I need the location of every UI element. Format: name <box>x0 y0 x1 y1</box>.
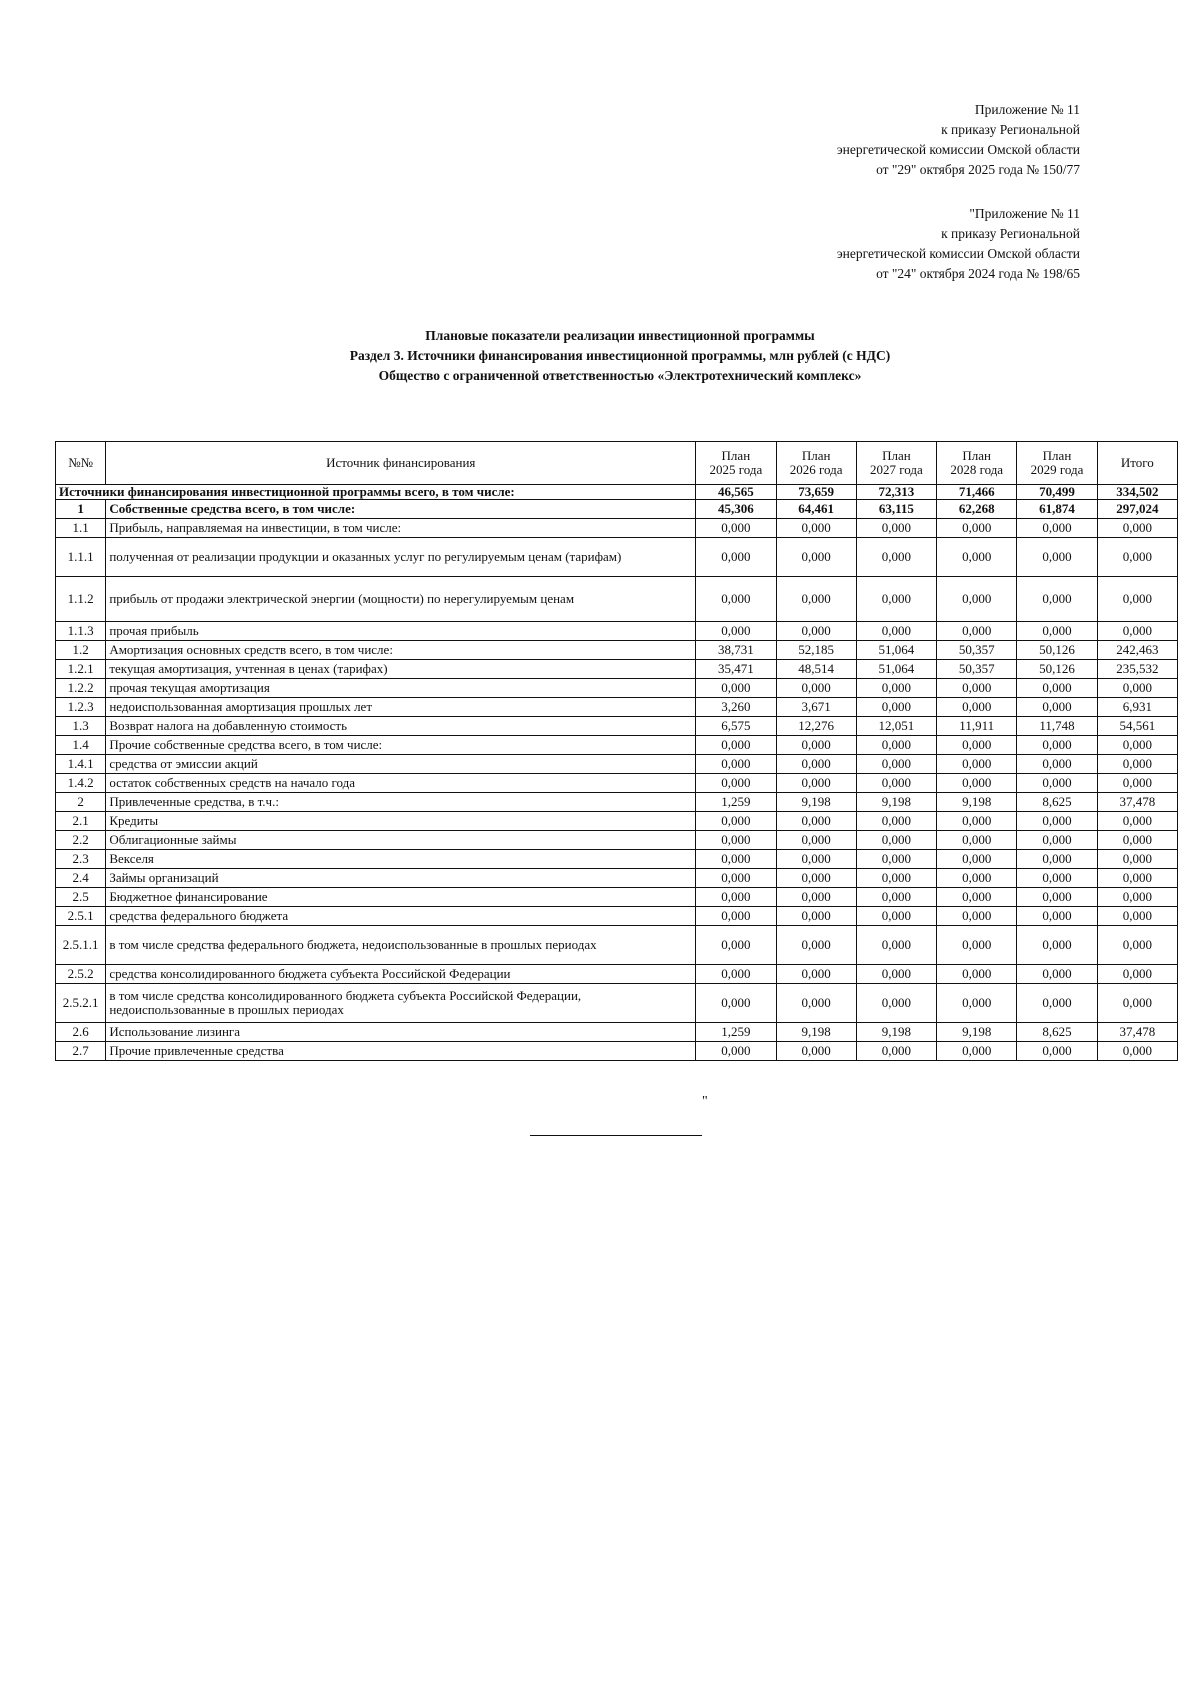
value-total: 0,000 <box>1097 622 1177 641</box>
value-2025: 0,000 <box>696 577 776 622</box>
order-date: от "29" октября 2025 года № 150/77 <box>876 162 1080 177</box>
value-2026: 0,000 <box>776 965 856 984</box>
value-2025: 0,000 <box>696 736 776 755</box>
value-2028: 11,911 <box>937 717 1017 736</box>
value-total: 0,000 <box>1097 519 1177 538</box>
row-source-name: Прибыль, направляемая на инвестиции, в том числе: <box>106 519 696 538</box>
table-row <box>56 698 1178 717</box>
table-row <box>56 1042 1178 1061</box>
value-total: 0,000 <box>1097 736 1177 755</box>
table-row <box>56 831 1178 850</box>
value-2025: 0,000 <box>696 1042 776 1061</box>
value-2025: 0,000 <box>696 679 776 698</box>
value-2025: 0,000 <box>696 984 776 1023</box>
table-row <box>56 869 1178 888</box>
table-row <box>56 519 1178 538</box>
row-code: 1.1.1 <box>56 538 106 577</box>
value-2025: 46,565 <box>696 485 776 500</box>
value-2028: 0,000 <box>937 888 1017 907</box>
value-total: 0,000 <box>1097 907 1177 926</box>
table-total-row <box>56 485 1178 500</box>
appendix-label: "Приложение № 11 <box>969 206 1080 221</box>
value-total: 0,000 <box>1097 869 1177 888</box>
table-row <box>56 679 1178 698</box>
value-2027: 0,000 <box>856 755 936 774</box>
value-2027: 0,000 <box>856 984 936 1023</box>
value-2025: 0,000 <box>696 538 776 577</box>
value-2028: 0,000 <box>937 698 1017 717</box>
value-2028: 0,000 <box>937 812 1017 831</box>
header-total: Итого <box>1097 442 1177 485</box>
financing-table <box>55 441 1178 1061</box>
row-code: 2.1 <box>56 812 106 831</box>
header-plan-label: План <box>801 448 831 463</box>
value-2026: 64,461 <box>776 500 856 519</box>
table-row <box>56 793 1178 812</box>
table-row <box>56 622 1178 641</box>
table-row <box>56 641 1178 660</box>
table-header-row <box>56 442 1178 485</box>
value-2027: 0,000 <box>856 577 936 622</box>
table-row <box>56 774 1178 793</box>
row-source-name: прочая текущая амортизация <box>106 679 696 698</box>
value-total: 0,000 <box>1097 831 1177 850</box>
value-total: 0,000 <box>1097 812 1177 831</box>
value-total: 6,931 <box>1097 698 1177 717</box>
value-2025: 0,000 <box>696 869 776 888</box>
row-source-name: Возврат налога на добавленную стоимость <box>106 717 696 736</box>
value-2027: 0,000 <box>856 850 936 869</box>
value-2026: 0,000 <box>776 774 856 793</box>
row-source-name: в том числе средства федерального бюджета, недоиспользованные в прошлых периодах <box>106 926 696 965</box>
value-2029: 50,126 <box>1017 660 1097 679</box>
value-2026: 0,000 <box>776 831 856 850</box>
row-source-name: в том числе средства консолидированного бюджета субъекта Российской Федерации, недоиспользованные в прошлых периодах <box>106 984 696 1023</box>
row-code: 1.4 <box>56 736 106 755</box>
row-source-name: остаток собственных средств на начало года <box>106 774 696 793</box>
value-2026: 0,000 <box>776 622 856 641</box>
appendix-label: Приложение № 11 <box>974 102 1080 117</box>
row-source-name: Привлеченные средства, в т.ч.: <box>106 793 696 812</box>
header-plan-label: План <box>962 448 991 463</box>
header-plan-label: План <box>721 448 751 463</box>
value-2026: 0,000 <box>776 1042 856 1061</box>
value-2025: 3,260 <box>696 698 776 717</box>
header-year-label: 2026 года <box>789 462 843 477</box>
value-2028: 50,357 <box>937 641 1017 660</box>
value-2027: 0,000 <box>856 907 936 926</box>
row-code: 2.6 <box>56 1023 106 1042</box>
value-total: 0,000 <box>1097 888 1177 907</box>
row-code: 2.3 <box>56 850 106 869</box>
value-2025: 0,000 <box>696 907 776 926</box>
table-row <box>56 577 1178 622</box>
row-code: 2.5.1.1 <box>56 926 106 965</box>
value-2025: 0,000 <box>696 755 776 774</box>
value-total: 297,024 <box>1097 500 1177 519</box>
row-code: 1.4.2 <box>56 774 106 793</box>
value-2028: 9,198 <box>937 793 1017 812</box>
table-row <box>56 926 1178 965</box>
value-2028: 0,000 <box>937 907 1017 926</box>
table-row <box>56 850 1178 869</box>
row-source-name: Амортизация основных средств всего, в том числе: <box>106 641 696 660</box>
header-number: №№ <box>56 442 106 485</box>
table-row <box>56 717 1178 736</box>
header-2028 <box>937 442 1017 485</box>
value-2025: 38,731 <box>696 641 776 660</box>
value-2027: 0,000 <box>856 965 936 984</box>
row-code: 2.5.2 <box>56 965 106 984</box>
value-2027: 9,198 <box>856 1023 936 1042</box>
row-code: 1.2 <box>56 641 106 660</box>
value-total: 334,502 <box>1097 485 1177 500</box>
row-source-name: текущая амортизация, учтенная в ценах (тарифах) <box>106 660 696 679</box>
title-line-2: Раздел 3. Источники финансирования инвестиционной программы, млн рублей (с НДС) <box>349 348 891 363</box>
value-2026: 3,671 <box>776 698 856 717</box>
value-2029: 0,000 <box>1017 926 1097 965</box>
value-2026: 0,000 <box>776 812 856 831</box>
table-row <box>56 907 1178 926</box>
value-2027: 0,000 <box>856 869 936 888</box>
value-2026: 0,000 <box>776 926 856 965</box>
closing-quote-mark: " <box>702 1094 708 1109</box>
row-source-name: Использование лизинга <box>106 1023 696 1042</box>
total-row-label: Источники финансирования инвестиционной программы всего, в том числе: <box>56 485 696 500</box>
value-2028: 0,000 <box>937 869 1017 888</box>
row-source-name: прибыль от продажи электрической энергии (мощности) по нерегулируемым ценам <box>106 577 696 622</box>
value-2027: 0,000 <box>856 698 936 717</box>
value-2028: 0,000 <box>937 577 1017 622</box>
value-total: 54,561 <box>1097 717 1177 736</box>
header-year-label: 2028 года <box>950 462 1004 477</box>
commission-label: энергетической комиссии Омской области <box>836 246 1080 261</box>
row-code: 1.2.2 <box>56 679 106 698</box>
value-total: 37,478 <box>1097 1023 1177 1042</box>
value-2029: 0,000 <box>1017 736 1097 755</box>
value-2029: 0,000 <box>1017 679 1097 698</box>
row-source-name: Прочие собственные средства всего, в том числе: <box>106 736 696 755</box>
value-2029: 0,000 <box>1017 831 1097 850</box>
value-2029: 50,126 <box>1017 641 1097 660</box>
value-2025: 0,000 <box>696 519 776 538</box>
row-source-name: средства консолидированного бюджета субъекта Российской Федерации <box>106 965 696 984</box>
value-2027: 51,064 <box>856 660 936 679</box>
row-source-name: Собственные средства всего, в том числе: <box>106 500 696 519</box>
value-2025: 0,000 <box>696 812 776 831</box>
value-2029: 0,000 <box>1017 698 1097 717</box>
value-2025: 0,000 <box>696 622 776 641</box>
value-2025: 0,000 <box>696 831 776 850</box>
value-2027: 0,000 <box>856 736 936 755</box>
order-reference-original <box>837 204 1080 284</box>
row-code: 1.1.2 <box>56 577 106 622</box>
value-2028: 0,000 <box>937 984 1017 1023</box>
row-source-name: Бюджетное финансирование <box>106 888 696 907</box>
value-2029: 0,000 <box>1017 577 1097 622</box>
value-2026: 0,000 <box>776 538 856 577</box>
header-2025 <box>696 442 776 485</box>
row-code: 2 <box>56 793 106 812</box>
value-2029: 0,000 <box>1017 519 1097 538</box>
value-2027: 12,051 <box>856 717 936 736</box>
value-total: 0,000 <box>1097 679 1177 698</box>
value-total: 0,000 <box>1097 965 1177 984</box>
value-2026: 0,000 <box>776 907 856 926</box>
row-code: 1 <box>56 500 106 519</box>
table-row <box>56 965 1178 984</box>
row-code: 1.2.1 <box>56 660 106 679</box>
row-code: 2.5 <box>56 888 106 907</box>
row-code: 2.4 <box>56 869 106 888</box>
value-2029: 0,000 <box>1017 538 1097 577</box>
value-2026: 73,659 <box>776 485 856 500</box>
value-2029: 0,000 <box>1017 984 1097 1023</box>
value-total: 0,000 <box>1097 850 1177 869</box>
value-2028: 62,268 <box>937 500 1017 519</box>
header-source: Источник финансирования <box>106 442 696 485</box>
value-2026: 0,000 <box>776 984 856 1023</box>
value-2027: 0,000 <box>856 926 936 965</box>
value-2028: 0,000 <box>937 755 1017 774</box>
order-label: к приказу Региональной <box>941 122 1080 137</box>
value-2027: 0,000 <box>856 831 936 850</box>
row-source-name: прочая прибыль <box>106 622 696 641</box>
value-2027: 63,115 <box>856 500 936 519</box>
value-2025: 35,471 <box>696 660 776 679</box>
value-2025: 45,306 <box>696 500 776 519</box>
row-source-name: Векселя <box>106 850 696 869</box>
row-source-name: Кредиты <box>106 812 696 831</box>
value-2028: 71,466 <box>937 485 1017 500</box>
value-2029: 0,000 <box>1017 774 1097 793</box>
value-2029: 0,000 <box>1017 812 1097 831</box>
table-row <box>56 888 1178 907</box>
row-source-name: полученная от реализации продукции и оказанных услуг по регулируемым ценам (тарифам) <box>106 538 696 577</box>
value-2026: 0,000 <box>776 519 856 538</box>
header-2029 <box>1017 442 1097 485</box>
value-total: 0,000 <box>1097 577 1177 622</box>
row-code: 2.2 <box>56 831 106 850</box>
value-2028: 0,000 <box>937 519 1017 538</box>
value-2029: 61,874 <box>1017 500 1097 519</box>
value-2028: 50,357 <box>937 660 1017 679</box>
value-2026: 48,514 <box>776 660 856 679</box>
value-2026: 0,000 <box>776 869 856 888</box>
value-total: 0,000 <box>1097 774 1177 793</box>
value-2028: 9,198 <box>937 1023 1017 1042</box>
value-2027: 0,000 <box>856 622 936 641</box>
value-2025: 0,000 <box>696 774 776 793</box>
value-total: 37,478 <box>1097 793 1177 812</box>
header-year-label: 2025 года <box>709 462 763 477</box>
value-2026: 0,000 <box>776 736 856 755</box>
value-2026: 12,276 <box>776 717 856 736</box>
header-2026 <box>776 442 856 485</box>
value-2027: 0,000 <box>856 812 936 831</box>
value-2027: 0,000 <box>856 774 936 793</box>
row-code: 1.1.3 <box>56 622 106 641</box>
value-2029: 0,000 <box>1017 850 1097 869</box>
row-source-name: недоиспользованная амортизация прошлых лет <box>106 698 696 717</box>
value-2028: 0,000 <box>937 679 1017 698</box>
value-2029: 0,000 <box>1017 869 1097 888</box>
order-label: к приказу Региональной <box>941 226 1080 241</box>
row-code: 1.3 <box>56 717 106 736</box>
value-2028: 0,000 <box>937 622 1017 641</box>
row-code: 2.7 <box>56 1042 106 1061</box>
value-2028: 0,000 <box>937 538 1017 577</box>
row-source-name: средства федерального бюджета <box>106 907 696 926</box>
row-source-name: Облигационные займы <box>106 831 696 850</box>
table-row <box>56 984 1178 1023</box>
value-total: 0,000 <box>1097 1042 1177 1061</box>
end-divider <box>530 1135 702 1136</box>
title-line-3: Общество с ограниченной ответственностью «Электротехнический комплекс» <box>378 368 862 383</box>
value-2029: 0,000 <box>1017 965 1097 984</box>
title-line-1: Плановые показатели реализации инвестиционной программы <box>425 328 815 343</box>
document-title <box>0 326 1200 386</box>
value-2025: 1,259 <box>696 793 776 812</box>
value-2026: 0,000 <box>776 755 856 774</box>
table-row <box>56 812 1178 831</box>
value-2028: 0,000 <box>937 965 1017 984</box>
value-total: 0,000 <box>1097 926 1177 965</box>
value-2026: 0,000 <box>776 888 856 907</box>
value-2025: 6,575 <box>696 717 776 736</box>
value-2027: 0,000 <box>856 519 936 538</box>
value-2027: 0,000 <box>856 538 936 577</box>
value-2028: 0,000 <box>937 1042 1017 1061</box>
value-total: 242,463 <box>1097 641 1177 660</box>
row-code: 2.5.1 <box>56 907 106 926</box>
value-2029: 8,625 <box>1017 1023 1097 1042</box>
value-2029: 0,000 <box>1017 622 1097 641</box>
header-plan-label: План <box>1042 448 1072 463</box>
table-row <box>56 736 1178 755</box>
table-row <box>56 660 1178 679</box>
value-2027: 9,198 <box>856 793 936 812</box>
value-total: 0,000 <box>1097 755 1177 774</box>
header-2027 <box>856 442 936 485</box>
value-2029: 0,000 <box>1017 755 1097 774</box>
row-source-name: Прочие привлеченные средства <box>106 1042 696 1061</box>
value-2028: 0,000 <box>937 774 1017 793</box>
value-2029: 70,499 <box>1017 485 1097 500</box>
value-2026: 0,000 <box>776 679 856 698</box>
row-code: 2.5.2.1 <box>56 984 106 1023</box>
header-plan-label: План <box>882 448 911 463</box>
order-reference-current <box>837 100 1080 180</box>
row-source-name: средства от эмиссии акций <box>106 755 696 774</box>
table-row <box>56 1023 1178 1042</box>
value-2027: 51,064 <box>856 641 936 660</box>
header-year-label: 2027 года <box>870 462 923 477</box>
value-total: 235,532 <box>1097 660 1177 679</box>
value-2029: 0,000 <box>1017 907 1097 926</box>
value-2025: 1,259 <box>696 1023 776 1042</box>
value-2029: 11,748 <box>1017 717 1097 736</box>
value-2028: 0,000 <box>937 850 1017 869</box>
value-2028: 0,000 <box>937 831 1017 850</box>
value-2025: 0,000 <box>696 850 776 869</box>
table-row <box>56 538 1178 577</box>
value-2026: 52,185 <box>776 641 856 660</box>
value-2026: 9,198 <box>776 793 856 812</box>
commission-label: энергетической комиссии Омской области <box>836 142 1080 157</box>
value-2027: 72,313 <box>856 485 936 500</box>
table-row <box>56 755 1178 774</box>
value-2029: 0,000 <box>1017 888 1097 907</box>
value-2025: 0,000 <box>696 888 776 907</box>
value-2027: 0,000 <box>856 679 936 698</box>
value-total: 0,000 <box>1097 984 1177 1023</box>
row-code: 1.1 <box>56 519 106 538</box>
value-2029: 8,625 <box>1017 793 1097 812</box>
row-code: 1.4.1 <box>56 755 106 774</box>
value-2025: 0,000 <box>696 965 776 984</box>
table-row <box>56 500 1178 519</box>
value-2028: 0,000 <box>937 736 1017 755</box>
value-total: 0,000 <box>1097 538 1177 577</box>
value-2027: 0,000 <box>856 1042 936 1061</box>
value-2027: 0,000 <box>856 888 936 907</box>
row-source-name: Займы организаций <box>106 869 696 888</box>
header-year-label: 2029 года <box>1030 462 1084 477</box>
value-2026: 0,000 <box>776 577 856 622</box>
order-date: от "24" октября 2024 года № 198/65 <box>876 266 1080 281</box>
value-2025: 0,000 <box>696 926 776 965</box>
value-2029: 0,000 <box>1017 1042 1097 1061</box>
value-2026: 0,000 <box>776 850 856 869</box>
row-code: 1.2.3 <box>56 698 106 717</box>
value-2026: 9,198 <box>776 1023 856 1042</box>
value-2028: 0,000 <box>937 926 1017 965</box>
